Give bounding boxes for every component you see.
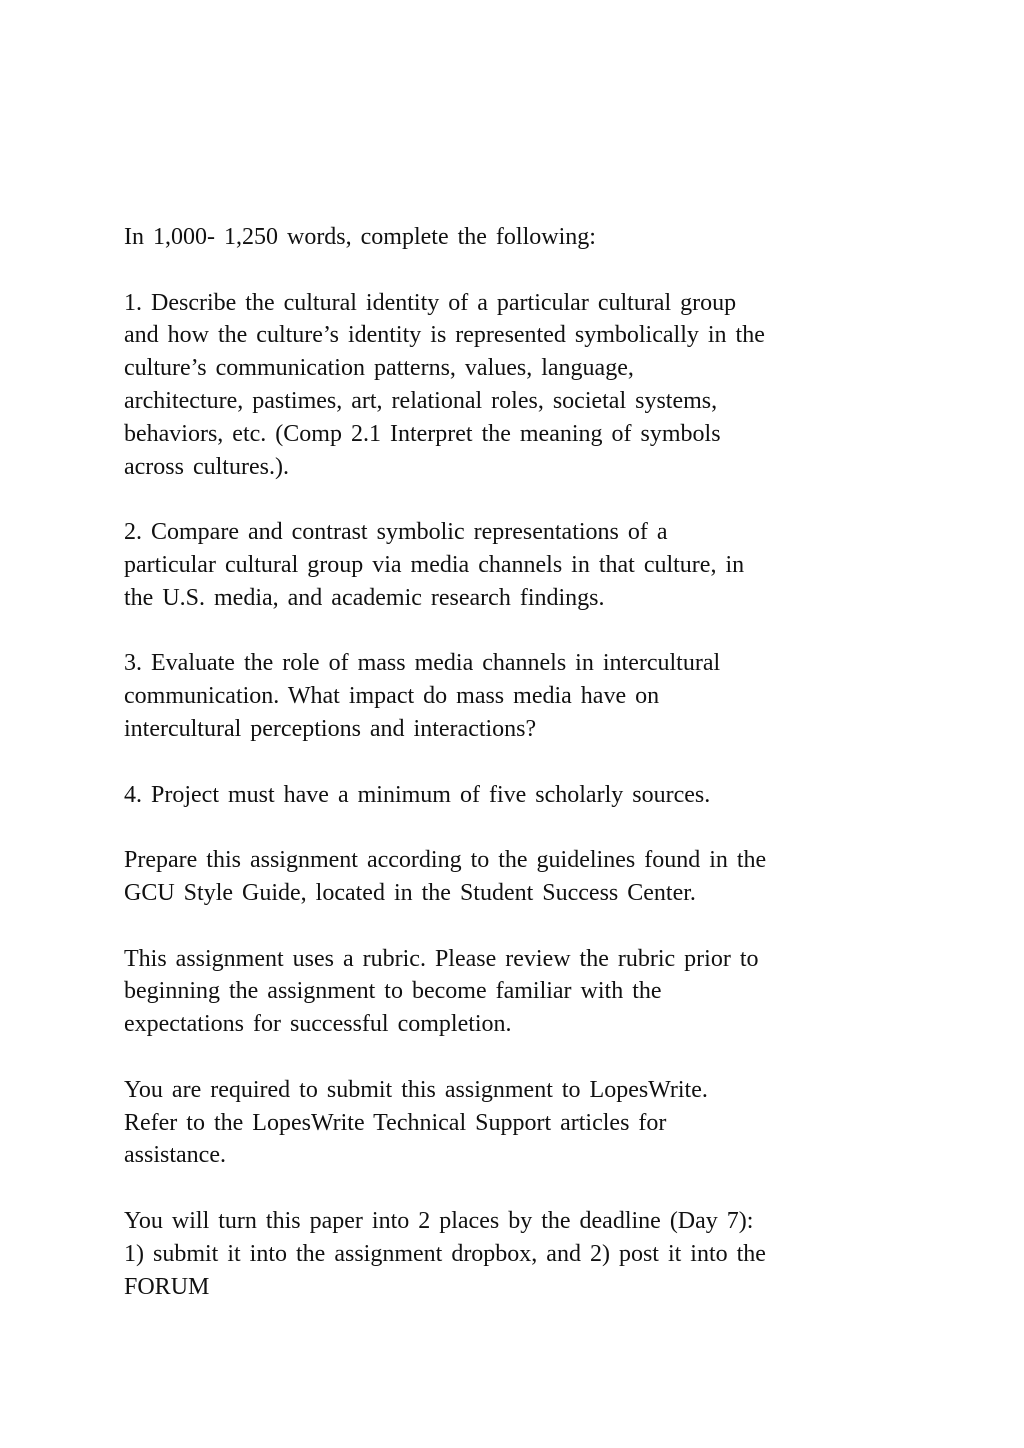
text-line: behaviors, etc. (Comp 2.1 Interpret the meaning of symbols [124,420,721,447]
item-2-paragraph [124,516,914,614]
text-line: This assignment uses a rubric. Please review the rubric prior to [124,945,759,972]
submission-paragraph [124,1205,914,1303]
item-4-paragraph [124,779,914,812]
text-line: assistance. [124,1142,226,1169]
text-line: intercultural perceptions and interactions? [124,715,537,742]
text-line: beginning the assignment to become familiar with the [124,978,662,1005]
text-line: culture’s communication patterns, values, language, [124,355,634,382]
text-line: Prepare this assignment according to the guidelines found in the [124,847,767,874]
text-line: 1. Describe the cultural identity of a particular cultural group [124,289,737,316]
item-3-paragraph [124,647,914,745]
text-line: 1) submit it into the assignment dropbox, and 2) post it into the [124,1240,766,1267]
intro-paragraph [124,221,914,254]
text-line: Refer to the LopesWrite Technical Support articles for [124,1109,667,1136]
text-line: and how the culture’s identity is represented symbolically in the [124,322,765,349]
rubric-paragraph [124,943,914,1041]
text-line: FORUM [124,1273,210,1300]
assignment-text [124,221,914,1303]
text-line: 3. Evaluate the role of mass media channels in intercultural [124,650,721,677]
text-line: 4. Project must have a minimum of five scholarly sources. [124,781,711,808]
text-line: across cultures.). [124,453,289,480]
item-1-paragraph [124,287,914,484]
text-line: You are required to submit this assignment to LopesWrite. [124,1076,708,1103]
text-line: communication. What impact do mass media have on [124,683,660,710]
text-line: particular cultural group via media channels in that culture, in [124,551,745,578]
text-line: 2. Compare and contrast symbolic representations of a [124,519,668,546]
text-line: GCU Style Guide, located in the Student Success Center. [124,879,696,906]
lopeswrite-paragraph [124,1074,914,1172]
style-guide-paragraph [124,844,914,910]
text-line: expectations for successful completion. [124,1011,512,1038]
text-line: You will turn this paper into 2 places by the deadline (Day 7): [124,1207,754,1234]
text-line: In 1,000- 1,250 words, complete the following: [124,224,596,250]
text-line: the U.S. media, and academic research findings. [124,584,605,611]
text-line: architecture, pastimes, art, relational roles, societal systems, [124,387,718,414]
